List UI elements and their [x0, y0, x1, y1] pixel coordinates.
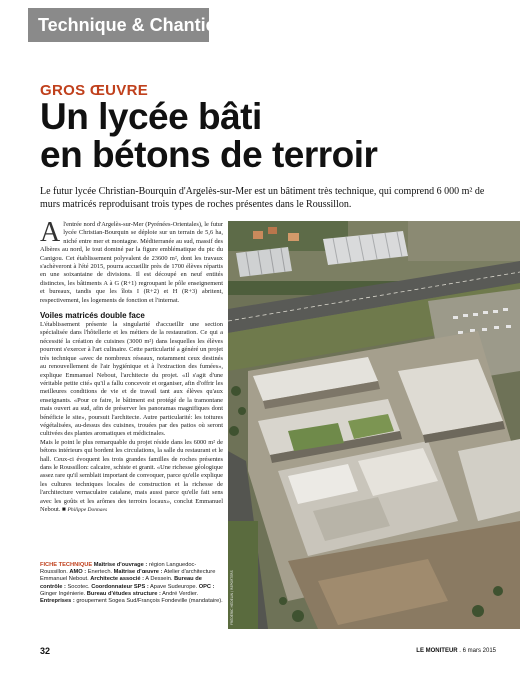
rubric-banner: Technique & Chantier	[28, 8, 209, 42]
fiche-key: Bureau de contrôle :	[40, 576, 202, 590]
aerial-photo-drawing	[228, 221, 520, 629]
fiche-key: Maîtrise d'ouvrage :	[93, 562, 148, 568]
fiche-value: région Languedoc-Roussillon.	[40, 562, 197, 576]
fiche-key: Bureau d'études structure :	[86, 590, 161, 597]
fiche-key: Coordonnateur SPS :	[91, 583, 149, 590]
fiche-value: groupement Sogea Sud/François Fondeville (mandataire).	[74, 598, 223, 605]
fiche-value: Enertech.	[86, 569, 114, 576]
body-paragraph-2: L'établissement présente la singularité d'accueillir une section spécialisée dans l'hôtellerie et les métiers de la restauration. Ce qui a nécessité la création de cuisines (3000 m²) dans lesquelles les élèves pourront s'exercer à l'art culinaire. Cette particularité a généré un projet très technique «avec de nombreux réseaux, notamment ceux destinés au renouvellement de l'air hygiénique et à l'extraction des fumées», explique Emmanuel Nebout, l'architecte du projet. «Il s'agit d'une véritable petite cité» qu'il a fallu concevoir et organiser, afin d'offrir les meilleures conditions de vie et de travail tant aux élèves qu'aux enseignants. «Pour ce faire, le bâtiment est protégé de la tramontane mais ouvert au sud, afin de préserver les panoramas magnifiques dont bénéficie le site», poursuit l'architecte. Autre particularité: les toitures végétalisées, au-dessus des cuisines, trouées par des patios où seront cultivées des plantes aromatiques et médicinales.	[40, 321, 223, 438]
body-paragraph-1	[40, 217, 223, 305]
page-footer	[416, 648, 496, 654]
body-paragraph-3	[40, 439, 223, 515]
fiche-key: AMO :	[69, 569, 87, 576]
author-signature: Philippe Donnaes	[67, 507, 108, 513]
article-kicker: GROS ŒUVRE	[40, 82, 149, 99]
drop-cap: A	[40, 217, 61, 248]
fiche-value: Atelier d'architecture Emmanuel Nebout.	[40, 569, 216, 583]
end-mark: ■	[62, 506, 66, 513]
fiche-value: Socotec.	[65, 583, 92, 590]
paragraph-text: Mais le point le plus remarquable du projet réside dans les 6000 m² de bétons intérieurs qui bordent les circulations, la salle du restaurant et le hall. Ceux-ci évoquent les trois grandes familles de roches présentes dans le Roussillon: calcaire, schiste et granit. «Une richesse géologique assez rare qu'il semblait important de convoquer, parce qu'elle explique les cultures techniques locales de construction et la richesse de l'architecture vernaculaire catalane, mais aussi parce qu'elle fait sens avec les goûts et les arômes des terroirs locaux», conclut Emmanuel Nebout.	[40, 438, 223, 513]
headline-line-2: en bétons de terroir	[40, 134, 378, 175]
magazine-name: LE MONITEUR	[416, 648, 458, 654]
fiche-key: Maîtrise d'œuvre :	[113, 569, 163, 576]
photo-credit: FRÉDÉRIC HÉDELIN / REPORTERS	[230, 570, 234, 625]
fiche-value: A Dessein.	[144, 576, 175, 583]
fiche-key: Entreprises :	[40, 598, 75, 605]
headline-line-1: Un lycée bâti	[40, 96, 262, 137]
paragraph-text: l'entrée nord d'Argelès-sur-Mer (Pyrénées-Orientales), le futur lycée Christian-Bourquin se déploie sur un terrain de 5,6 ha, niché entre mer et montagne. Méditerranée au sud, massif des Albères au nord, le tout dominé par la figure emblématique du pic du Canigou. Cet établissement polyvalent de 23600 m², dont les travaux s'achèveront à l'été 2015, pourra accueillir près de 1700 élèves répartis en une soixantaine de divisions. Il est découpé en neuf entités distinctes, les bâtiments A à G (R+1) regroupant le pôle enseignement et bureaux, tandis que les îlots I (R+2) et H (R+3) abritent, respectivement, les logements de fonction et l'internat.	[40, 221, 223, 304]
aerial-construction-photo	[228, 221, 520, 629]
article-body	[40, 217, 223, 514]
fiche-value: Apave Sudeurope.	[148, 583, 199, 590]
page-number: 32	[40, 646, 51, 656]
technical-sheet-label: FICHE TECHNIQUE	[40, 562, 93, 568]
section-subhead: Voiles matricés double face	[40, 311, 145, 321]
fiche-value: André Verdier.	[160, 590, 199, 597]
fiche-key: Architecte associé :	[90, 576, 145, 583]
fiche-value: Ginger Ingénierie.	[40, 590, 87, 597]
fiche-key: OPC :	[198, 583, 215, 590]
technical-sheet	[40, 562, 223, 605]
article-headline	[40, 98, 500, 174]
article-lead: Le futur lycée Christian-Bourquin d'Argelès-sur-Mer est un bâtiment très technique, qui comprend 6 000 m² de murs matricés reproduisant trois types de roches présentes dans le Roussillon.	[40, 186, 485, 210]
issue-date: . 6 mars 2015	[457, 648, 496, 654]
